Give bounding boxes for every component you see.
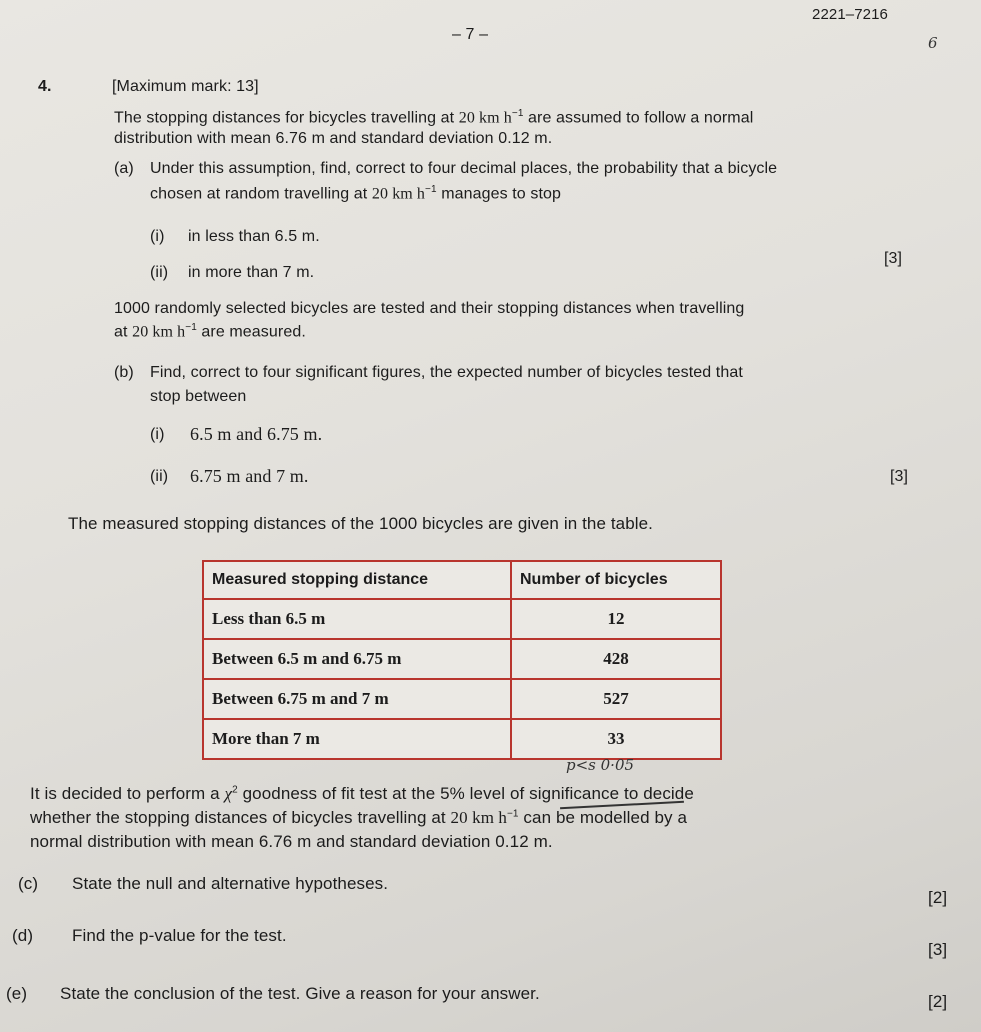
intro-line-1: The stopping distances for bicycles travelling at 20 km $h^{-1}$ are assumed to follow a normal	[114, 108, 754, 127]
table-row	[203, 719, 721, 759]
table-row	[203, 639, 721, 679]
part-b-line-2: stop between	[150, 388, 247, 405]
part-a-label: (a)	[114, 160, 134, 177]
part-a-marks: [3]	[884, 250, 903, 267]
sample-line-2: at 20 km $h^{-1}$ are measured.	[114, 322, 306, 341]
part-a-ii-text: in more than 7 m.	[188, 264, 315, 281]
part-b-label: (b)	[114, 364, 134, 381]
table-cell-value: 33	[511, 719, 721, 759]
test-line-1: It is decided to perform a $\chi^2$ goodness of fit test at the 5% level of significance to decide	[30, 784, 694, 803]
part-e-label: (e)	[6, 984, 28, 1003]
table-cell-value: 527	[511, 679, 721, 719]
part-b-i-label: (i)	[150, 426, 165, 443]
part-b-ii-text: 6.75 m and 7 m.	[190, 466, 309, 486]
table-cell-label: Less than 6.5 m	[203, 599, 511, 639]
part-a-ii-label: (ii)	[150, 264, 169, 281]
part-e-marks: [2]	[928, 992, 948, 1011]
part-d-text: Find the p-value for the test.	[72, 926, 287, 945]
table-row	[203, 679, 721, 719]
part-b-i-text: 6.5 m and 6.75 m.	[190, 424, 323, 444]
corner-mark: 6	[928, 34, 938, 52]
part-c-label: (c)	[18, 874, 39, 893]
page-number: – 7 –	[452, 26, 489, 43]
part-b-marks: [3]	[890, 468, 909, 485]
part-a-i-label: (i)	[150, 228, 165, 245]
part-b-ii-label: (ii)	[150, 468, 169, 485]
handwritten-note: p<s 0·05	[566, 756, 635, 774]
test-line-3: normal distribution with mean 6.76 m and standard deviation 0.12 m.	[30, 832, 553, 851]
part-d-label: (d)	[12, 926, 34, 945]
question-number: 4.	[38, 78, 52, 95]
intro-line-2: distribution with mean 6.76 m and standard deviation 0.12 m.	[114, 130, 553, 147]
table-cell-value: 12	[511, 599, 721, 639]
table-header-row	[203, 561, 721, 599]
table-intro: The measured stopping distances of the 1000 bicycles are given in the table.	[68, 514, 654, 533]
max-mark: [Maximum mark: 13]	[112, 78, 259, 95]
part-a-line-1: Under this assumption, find, correct to four decimal places, the probability that a bicycle	[150, 160, 778, 177]
part-e-text: State the conclusion of the test. Give a reason for your answer.	[60, 984, 540, 1003]
part-c-marks: [2]	[928, 888, 948, 907]
table-header-count: Number of bicycles	[511, 561, 721, 599]
sample-line-1: 1000 randomly selected bicycles are tested and their stopping distances when travelling	[114, 300, 745, 317]
table-header-distance: Measured stopping distance	[203, 561, 511, 599]
test-line-2: whether the stopping distances of bicycles travelling at 20 km $h^{-1}$ can be modelled by a	[30, 808, 688, 827]
part-a-i-text: in less than 6.5 m.	[188, 228, 320, 245]
stopping-distance-table	[202, 560, 722, 760]
part-a-line-2: chosen at random travelling at 20 km $h^{-1}$ manages to stop	[150, 184, 561, 203]
part-c-text: State the null and alternative hypotheses.	[72, 874, 389, 893]
table-cell-label: More than 7 m	[203, 719, 511, 759]
table-cell-label: Between 6.5 m and 6.75 m	[203, 639, 511, 679]
table-row	[203, 599, 721, 639]
part-d-marks: [3]	[928, 940, 948, 959]
table-cell-value: 428	[511, 639, 721, 679]
table-cell-label: Between 6.75 m and 7 m	[203, 679, 511, 719]
part-b-line-1: Find, correct to four significant figures, the expected number of bicycles tested that	[150, 364, 743, 381]
paper-code: 2221–7216	[812, 6, 888, 23]
